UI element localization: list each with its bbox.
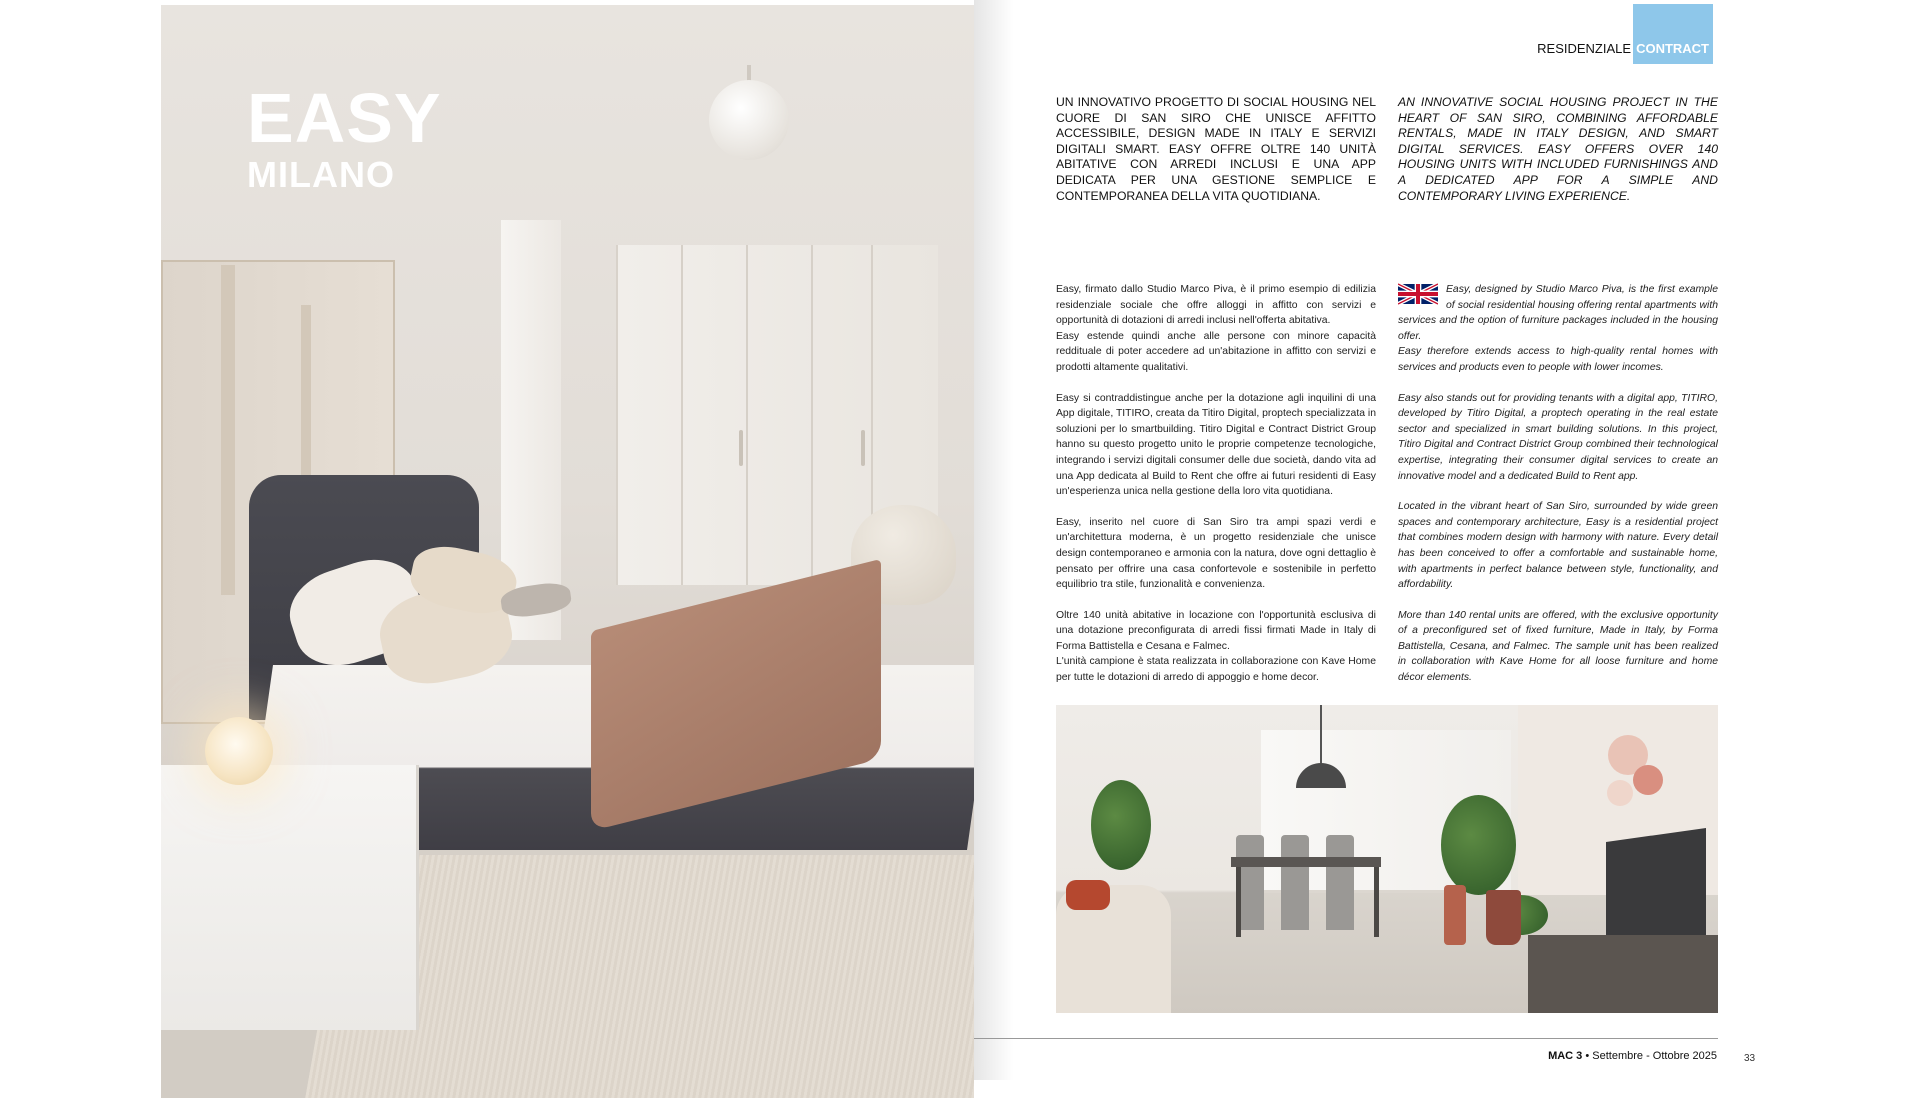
- dining-chair: [1326, 835, 1354, 930]
- footer-magazine: MAC 3: [1548, 1050, 1583, 1062]
- sofa-cushion: [1066, 880, 1110, 910]
- dining-chair: [1281, 835, 1309, 930]
- cover-title-easy: EASY: [247, 79, 442, 157]
- footer-issue: Settembre - Ottobre 2025: [1592, 1050, 1717, 1062]
- footer: [1548, 1050, 1717, 1062]
- paragraph: Located in the vibrant heart of San Siro, surrounded by wide green spaces and contemporary architecture, Easy is a residential project that combines modern design with harmony with nature. Every detail has been conceived to offer a comfortable and sustainable home, with apartments in perfect balance between style, functionality, and affordability.: [1398, 501, 1718, 591]
- paragraph-text: Easy, designed by Studio Marco Piva, is the first example of social residential housing offering rental apartments with services and the option of furniture packages included in the housing offer.: [1398, 284, 1718, 342]
- section-label-highlight: CONTRACT: [1633, 4, 1713, 64]
- wardrobe-door-line: [811, 245, 813, 585]
- wardrobe-handle: [739, 430, 743, 466]
- paragraph-text: L'unità campione è stata realizzata in collaborazione con Kave Home per tutte le dotazioni di arredo di appoggio e home decor.: [1056, 656, 1376, 684]
- tv-cabinet: [1528, 935, 1718, 1013]
- lead-english: AN INNOVATIVE SOCIAL HOUSING PROJECT IN THE HEART OF SAN SIRO, COMBINING AFFORDABLE RENTALS, MADE IN ITALY DESIGN, AND SMART DIGITAL SERVICES. EASY OFFERS OVER 140 HOUSING UNITS WITH INCLUDED FURNISHINGS AND A DEDICATED APP FOR A SIMPLE AND CONTEMPORARY LIVING EXPERIENCE.: [1398, 95, 1718, 203]
- paragraph: Easy, inserito nel cuore di San Siro tra ampi spazi verdi e un'architettura moderna, è un progetto residenziale che unisce design contemporaneo e armonia con la natura, dove ogni dettaglio è pensato per offrire una casa confortevole e sostenibile in perfetto equilibrio tra stile, funzionalità e convenienza.: [1056, 516, 1376, 591]
- uk-flag-icon: [1398, 283, 1438, 305]
- wardrobe-door-line: [746, 245, 748, 585]
- wardrobe-handle: [861, 430, 865, 466]
- ceiling-lamp: [709, 80, 789, 160]
- body-column-english: [1398, 282, 1718, 686]
- wall-strip: [221, 265, 235, 595]
- page-spine-shadow: [974, 0, 1014, 1080]
- paragraph: [1056, 282, 1376, 376]
- wardrobe-door-line: [681, 245, 683, 585]
- body-column-italian: [1056, 282, 1376, 686]
- cover-title: [247, 79, 442, 195]
- wall-art: [1633, 765, 1663, 795]
- table-lamp: [205, 717, 273, 785]
- wall-art: [1607, 780, 1633, 806]
- paragraph-text: Easy therefore extends access to high-quality rental homes with services and products even to people with lower incomes.: [1398, 346, 1718, 373]
- plant: [1091, 780, 1151, 870]
- paragraph-text: Easy, firmato dallo Studio Marco Piva, è il primo esempio di edilizia residenziale sociale che offre alloggi in affitto con servizi e opportunità di dotazioni di arredi inclusi nell'offerta abitativa.: [1056, 284, 1376, 327]
- side-table: [1444, 885, 1466, 945]
- paragraph: [1056, 608, 1376, 686]
- living-room-photo: [1056, 705, 1718, 1013]
- paragraph: Easy si contraddistingue anche per la dotazione agli inquilini di una App digitale, TITIRO, creata da Titiro Digital, proptech specializzata in soluzioni per lo smartbuilding. Titiro Digital e Contract District Group hanno su questo progetto unito le proprie competenze tecnologiche, integrando i servizi digitali consumer delle due società, dando vita ad una App dedicata al Build to Rent che offre ai futuri residenti di Easy un'esperienza unica nella gestione della loro vita quotidiana.: [1056, 392, 1376, 498]
- paragraph-text: Easy estende quindi anche alle persone con minore capacità reddituale di poter accedere ad un'abitazione in affitto con servizi e prodotti altamente qualitativi.: [1056, 330, 1376, 373]
- lead-italian: UN INNOVATIVO PROGETTO DI SOCIAL HOUSING NEL CUORE DI SAN SIRO CHE UNISCE AFFITTO ACCESSIBILE, DESIGN MADE IN ITALY E SERVIZI DIGITALI SMART. EASY OFFRE OLTRE 140 UNITÀ ABITATIVE CON ARREDI INCLUSI E UNA APP DEDICATA PER UNA GESTIONE SEMPLICE E CONTEMPORANEA DELLA VITA QUOTIDIANA.: [1056, 95, 1376, 203]
- page-number: 33: [1744, 1053, 1756, 1064]
- footer-separator: •: [1582, 1050, 1593, 1062]
- footer-divider: [974, 1038, 1718, 1039]
- dining-table: [1231, 857, 1381, 867]
- section-header: [1537, 4, 1713, 64]
- pendant-cord: [1320, 705, 1322, 763]
- paragraph: More than 140 rental units are offered, with the exclusive opportunity of a preconfigured set of fixed furniture, Made in Italy, by Forma Battistella, Cesana, and Falmec. The sample unit has been realized in collaboration with Kave Home for all loose furniture and home décor elements.: [1398, 609, 1718, 684]
- section-label: RESIDENZIALE: [1537, 41, 1632, 56]
- plant-pot: [1486, 890, 1521, 945]
- paragraph: [1398, 282, 1718, 376]
- paragraph: Easy also stands out for providing tenants with a digital app, TITIRO, developed by Titiro Digital, a proptech operating in the real estate sector and specialized in smart building solutions. In this project, Titiro Digital and Contract District Group combined their technological expertise, integrating their consumer digital services to create an innovative model and a dedicated Build to Rent app.: [1398, 392, 1718, 482]
- paragraph-text: Oltre 140 unità abitative in locazione con l'opportunità esclusiva di una dotazione preconfigurata di arredi fissi firmati Made in Italy di Forma Battistella e Cesana e Falmec.: [1056, 609, 1376, 652]
- plant: [1441, 795, 1516, 895]
- table-leg: [1374, 867, 1379, 937]
- nightstand: [161, 765, 419, 1030]
- cover-photo-bedroom: [161, 5, 974, 1098]
- table-leg: [1236, 867, 1241, 937]
- cover-title-milano: MILANO: [247, 154, 395, 195]
